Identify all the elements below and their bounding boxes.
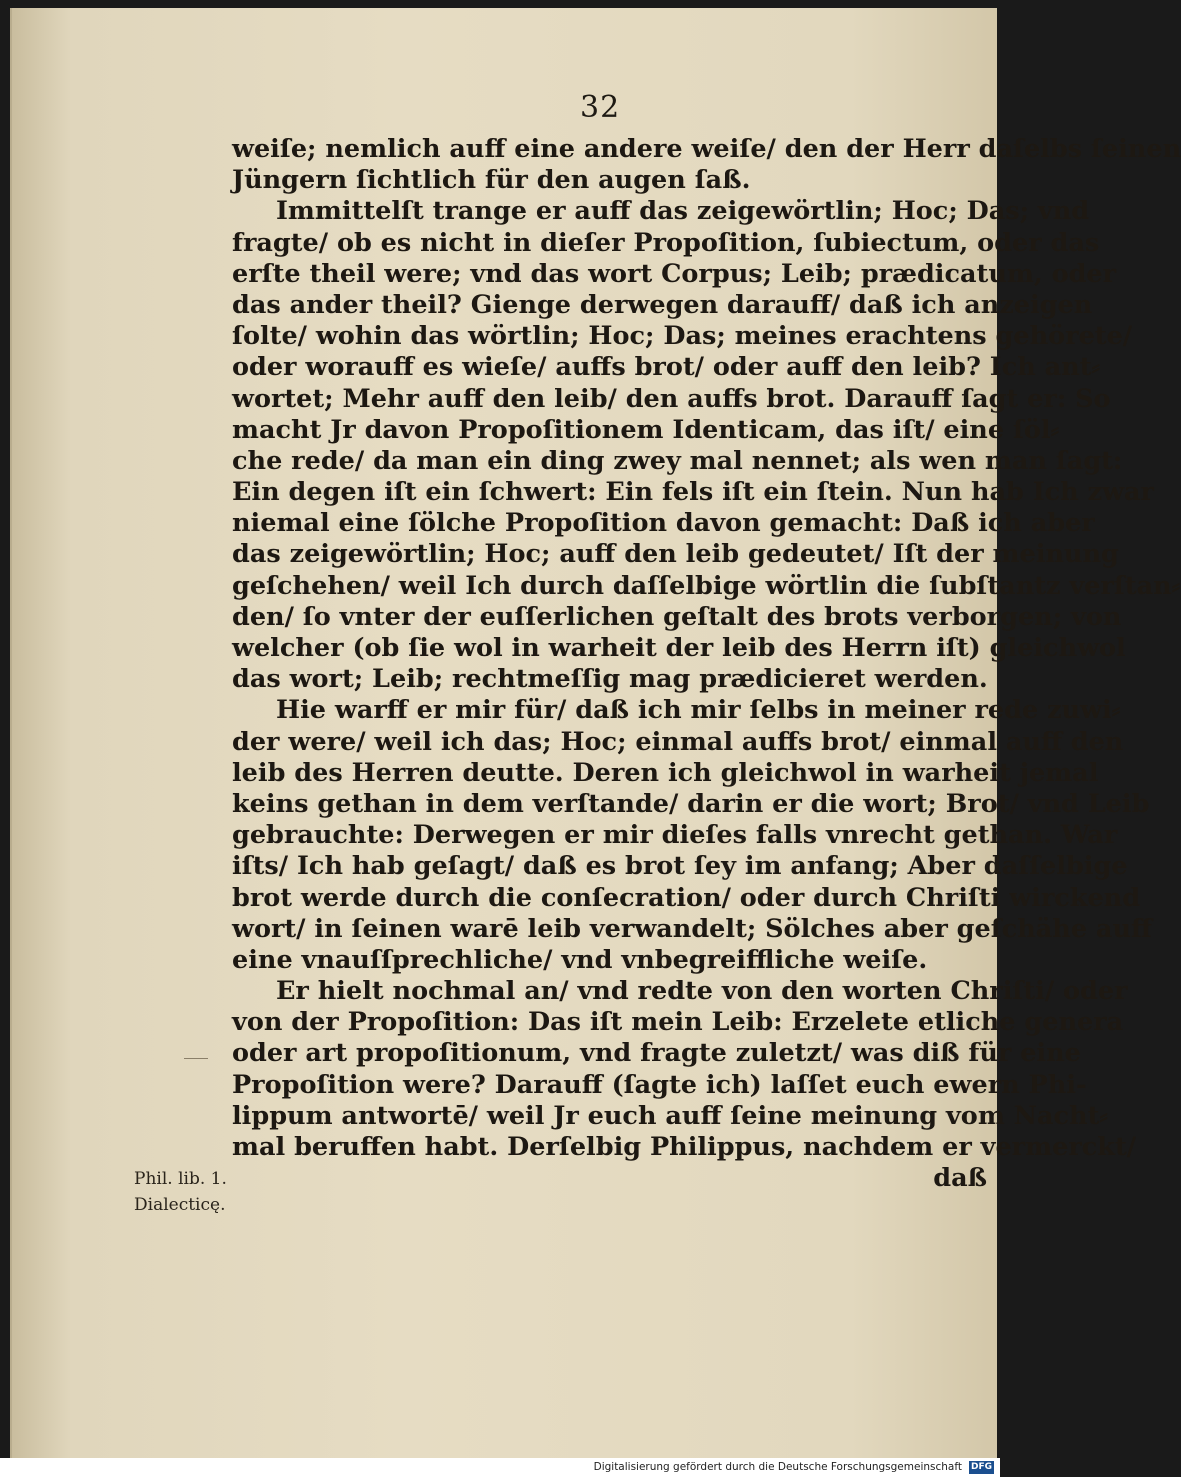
- body-text: [232, 134, 1181, 1194]
- text-line: niemal eine ſölche Propoſition davon gemacht: Daß ich aber: [232, 508, 1095, 539]
- text-line: Ein degen iſt ein ſchwert: Ein fels iſt ein ſtein. Nun hab Ich zwar: [232, 477, 1154, 508]
- text-line: ſolte/ wohin das wörtlin; Hoc; Das; meines erachtens gehörete/: [232, 321, 1133, 352]
- text-line: oder art propoſitionum, vnd fragte zuletzt/ was diß für eine: [232, 1038, 1081, 1069]
- text-line: Er hielt nochmal an/ vnd redte von den worten Chriſti/ oder: [276, 976, 1128, 1007]
- text-line: lippum antwortē/ weil Jr euch auff ſeine meinung vom Nacht⸗: [232, 1100, 1108, 1131]
- footer-bar: [0, 1458, 1000, 1477]
- page-number: 32: [580, 90, 621, 125]
- text-line: Propoſition were? Darauff (ſagte ich) laſſet euch ewern Phi-: [232, 1069, 1087, 1100]
- text-line: brot werde durch die conſecration/ oder durch Chriſti wirckend: [232, 882, 1141, 913]
- text-line: das ander theil? Gienge derwegen darauff/ daß ich anzeigen: [232, 289, 1093, 320]
- text-line: Jüngern ſichtlich für den augen ſaß.: [232, 165, 751, 196]
- text-line: den/ ſo vnter der euſſerlichen geſtalt des brots verborgen; von: [232, 601, 1122, 632]
- text-line: erſte theil were; vnd das wort Corpus; Leib; prædicatum, oder: [232, 258, 1117, 289]
- text-line: iſts/ Ich hab geſagt/ daß es brot ſey im anfang; Aber daſſelbige: [232, 851, 1128, 882]
- text-line: fragte/ ob es nicht in dieſer Propoſition, ſubiectum, oder das: [232, 227, 1100, 258]
- margin-dash: [184, 1058, 208, 1059]
- text-line: der were/ weil ich das; Hoc; einmal auffs brot/ einmal auff den: [232, 726, 1124, 757]
- text-line: wort/ in ſeinen warē leib verwandelt; Sölches aber geſchähe auff: [232, 913, 1152, 944]
- text-line: macht Jr davon Propoſitionem Identicam, das iſt/ eine ſöl⸗: [232, 414, 1060, 445]
- text-line: mal beruffen habt. Derſelbig Philippus, nachdem er vermerckt/: [232, 1132, 1137, 1162]
- text-line: Immittelſt trange er auff das zeigewörtlin; Hoc; Das; vnd: [276, 196, 1090, 227]
- text-line: geſchehen/ weil Ich durch daſſelbige wörtlin die ſubſtantz verſtan⸗: [232, 570, 1181, 601]
- text-line: che rede/ da man ein ding zwey mal nennet; als wen man ſagt:: [232, 445, 1123, 476]
- margin-note-line: Phil. lib. 1.: [134, 1169, 227, 1189]
- dfg-logo-icon: DFG: [970, 1462, 992, 1472]
- text-line: eine vnauſſprechliche/ vnd vnbegreiffliche weiſe.: [232, 944, 928, 975]
- text-line: oder worauff es wieſe/ auffs brot/ oder auff den leib? Ich ant⸗: [232, 352, 1100, 383]
- text-line: keins gethan in dem verſtande/ darin er die wort; Brot/ vnd Leib: [232, 788, 1150, 819]
- catchword: daß: [933, 1163, 987, 1194]
- text-line: leib des Herren deutte. Deren ich gleichwol in warheit jemal: [232, 757, 1099, 788]
- text-line: wortet; Mehr auff den leib/ den auffs brot. Darauff ſagt er: So: [232, 383, 1111, 414]
- funding-notice: Digitalisierung gefördert durch die Deutsche Forschungsgemeinschaft: [593, 1461, 962, 1473]
- margin-note: [134, 1166, 244, 1218]
- text-line: weiſe; nemlich auff eine andere weiſe/ den der Herr daſelbs ſeinen: [232, 134, 1181, 164]
- text-line: das zeigewörtlin; Hoc; auff den leib gedeutet/ Iſt der meinung: [232, 539, 1119, 570]
- text-line: welcher (ob ſie wol in warheit der leib des Herrn iſt) gleichwol: [232, 633, 1126, 663]
- margin-note-line: Dialecticę.: [134, 1195, 226, 1215]
- text-line: gebrauchte: Derwegen er mir dieſes falls vnrecht gethan. War: [232, 820, 1118, 851]
- text-line: Hie warff er mir für/ daß ich mir ſelbs in meiner rede zuwi⸗: [276, 695, 1121, 726]
- text-line: das wort; Leib; rechtmeſſig mag prædicieret werden.: [232, 664, 988, 695]
- text-line: von der Propoſition: Das iſt mein Leib: Erzelete etliche genera: [232, 1007, 1124, 1038]
- book-page: [10, 8, 1181, 1458]
